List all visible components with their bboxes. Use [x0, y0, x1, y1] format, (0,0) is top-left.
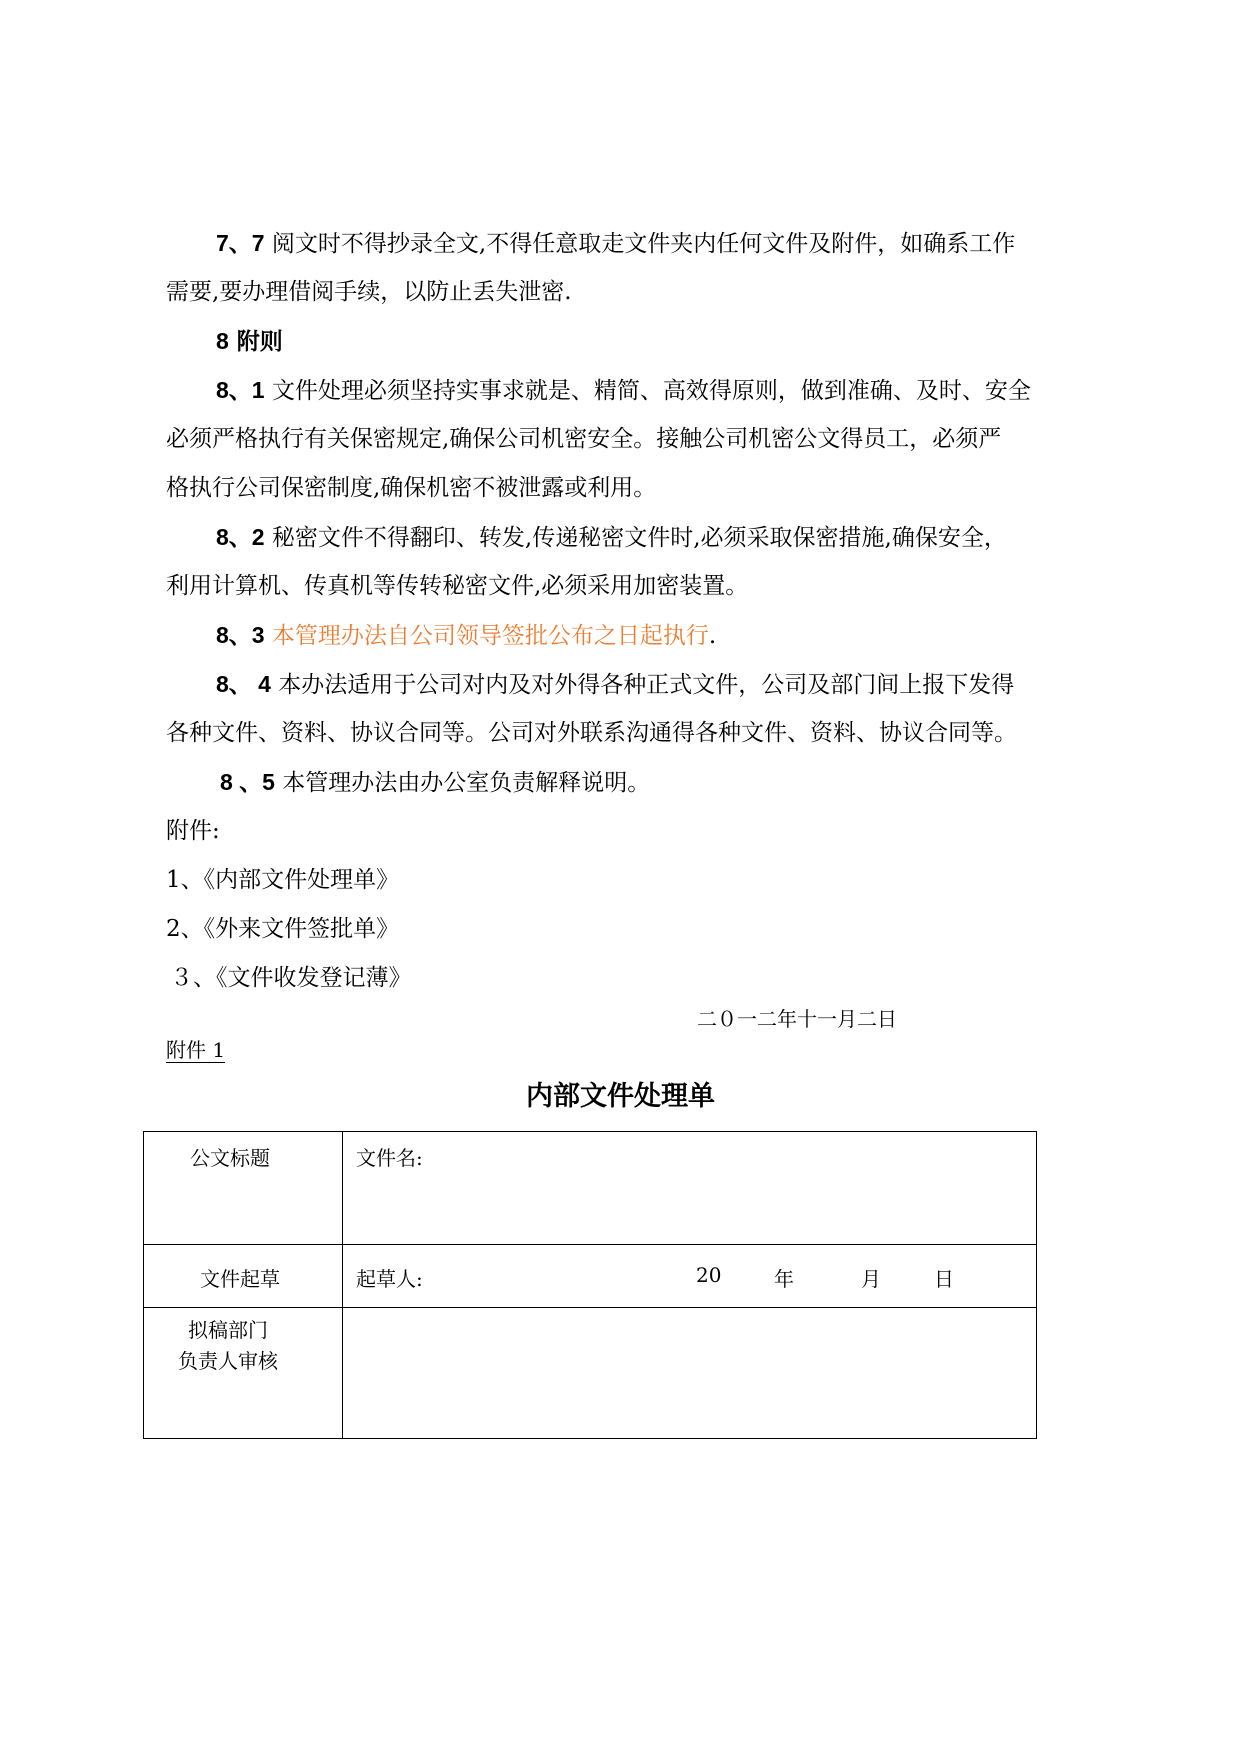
clause-text: 格执行公司保密制度,确保机密不被泄露或利用。 — [166, 475, 657, 501]
clause-number: 8 、5 — [220, 769, 275, 795]
label-drafting-dept: 拟稿部门 — [188, 1318, 268, 1342]
clause-text: 本管理办法由办公室负责解释说明。 — [274, 770, 651, 796]
day-label: 日 — [934, 1267, 954, 1291]
clause-text: 必须严格执行有关保密规定,确保公司机密安全。接触公司机密公文得员工，必须严 — [166, 426, 1002, 452]
form-field-cell[interactable] — [343, 1245, 1037, 1308]
clause-number: 7、7 — [216, 230, 265, 256]
clause-text: 文件处理必须坚持实事求就是、精简、高效得原则，做到准确、及时、安全 — [264, 378, 1031, 404]
attachment-item-text: ３、《文件收发登记薄》 — [170, 965, 412, 991]
attachment-item-text: 2、《外来文件签批单》 — [166, 916, 400, 942]
section-number: 8 — [216, 328, 229, 354]
clause-text: 本办法适用于公司对内及对外得各种正式文件，公司及部门间上报下发得 — [270, 672, 1015, 698]
year-prefix: 20 — [696, 1263, 722, 1287]
label-head-review: 负责人审核 — [178, 1349, 278, 1373]
form-row-title — [144, 1132, 1037, 1245]
form-row-draft — [144, 1245, 1037, 1308]
clause-number: 8、1 — [216, 377, 265, 403]
clause-text-tail: . — [708, 623, 717, 649]
attachment-tag: 附件 1 — [166, 1038, 226, 1062]
field-file-name: 文件名: — [356, 1146, 423, 1170]
label-drafting: 文件起草 — [200, 1267, 280, 1291]
clause-text: 利用计算机、传真机等传转秘密文件,必须采用加密装置。 — [166, 573, 749, 599]
clause-number: 8、 4 — [216, 671, 271, 697]
clause-text: 各种文件、资料、协议合同等。公司对外联系沟通得各种文件、资料、协议合同等。 — [166, 720, 1017, 746]
form-label-cell — [144, 1308, 343, 1439]
attachments-label-text: 附件: — [166, 818, 220, 844]
form-title: 内部文件处理单 — [526, 1081, 715, 1112]
date-text: 二０一二年十一月二日 — [697, 1007, 897, 1031]
clause-text: 阅文时不得抄录全文,不得任意取走文件夹内任何文件及附件，如确系工作 — [264, 231, 1016, 257]
clause-text: 需要,要办理借阅手续，以防止丢失泄密. — [166, 279, 572, 305]
document-processing-form — [143, 1131, 1037, 1439]
clause-number: 8、2 — [216, 524, 265, 550]
form-field-cell[interactable] — [343, 1132, 1037, 1245]
section-title: 附则 — [228, 329, 283, 355]
label-document-title: 公文标题 — [190, 1146, 270, 1170]
year-label: 年 — [774, 1267, 794, 1291]
form-row-review — [144, 1308, 1037, 1439]
attachment-item-text: 1、《内部文件处理单》 — [166, 867, 400, 893]
highlighted-clause-text: 本管理办法自公司领导签批公布之日起执行 — [264, 623, 709, 649]
field-drafter: 起草人: — [356, 1267, 423, 1291]
month-label: 月 — [861, 1267, 881, 1291]
form-label-cell — [144, 1132, 343, 1245]
clause-number: 8、3 — [216, 622, 265, 648]
clause-text: 秘密文件不得翻印、转发,传递秘密文件时,必须采取保密措施,确保安全， — [264, 525, 1007, 551]
form-field-cell[interactable] — [343, 1308, 1037, 1439]
form-label-cell — [144, 1245, 343, 1308]
